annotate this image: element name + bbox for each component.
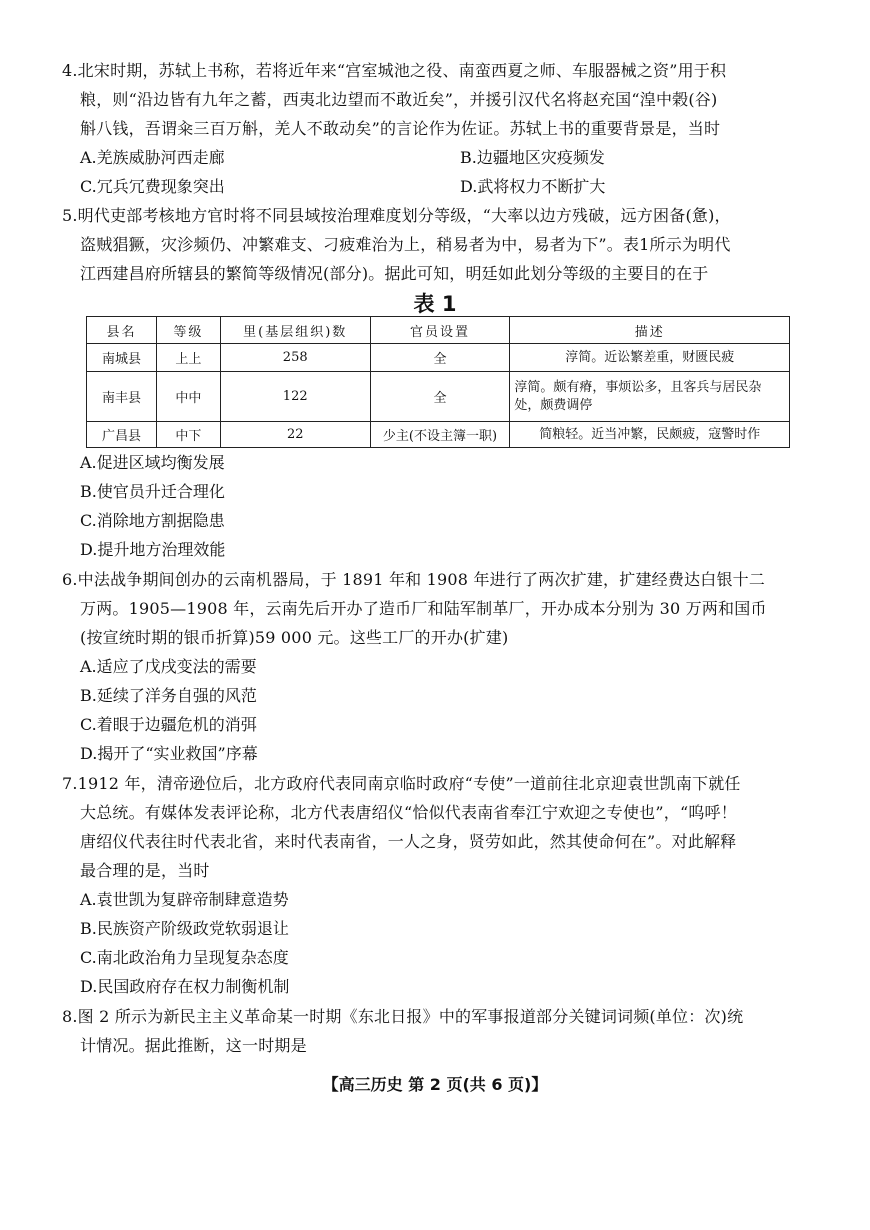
- q4-line-2: 粮，则“沿边皆有九年之蓄，西夷北边望而不敢近矣”，并援引汉代名将赵充国“湟中榖(谷): [80, 90, 718, 109]
- table-row: [87, 422, 790, 448]
- q7-option-d[interactable]: D.民国政府存在权力制衡机制: [80, 977, 290, 996]
- table-row: [87, 372, 790, 422]
- q7-line-3: 唐绍仪代表往时代表北省，来时代表南省，一人之身，贤劳如此，然其使命何在”。对此解释: [80, 832, 737, 851]
- q5-option-b[interactable]: B.使官员升迁合理化: [80, 482, 225, 501]
- cell-li-count: 258: [220, 344, 370, 372]
- q8-line-1: 8.图 2 所示为新民主主义革命某一时期《东北日报》中的军事报道部分关键词词频(单位：次)统: [62, 1007, 744, 1026]
- table-header-row: [87, 317, 790, 344]
- q4-option-d[interactable]: D.武将权力不断扩大: [460, 177, 606, 196]
- q7-option-c[interactable]: C.南北政治角力呈现复杂态度: [80, 948, 289, 967]
- q4-line-1: 4.北宋时期，苏轼上书称，若将近年来“宫室城池之役、南蛮西夏之师、车服器械之资”用于积: [62, 61, 727, 80]
- q5-line-1: 5.明代吏部考核地方官时将不同县域按治理难度划分等级，“大率以边方残破，远方困备(惫)，: [62, 206, 731, 225]
- question-4: [62, 56, 822, 201]
- cell-description: 淳简。近讼繁差重，财匮民疲: [510, 344, 790, 372]
- q8-line-2: 计情况。据此推断，这一时期是: [80, 1036, 307, 1055]
- cell-description: 简粮轻。近当冲繁，民颇疲，寇警时作: [510, 422, 790, 448]
- header-county: 县名: [87, 317, 157, 344]
- table-title: 表 1: [413, 292, 457, 316]
- cell-county: 广昌县: [87, 422, 157, 448]
- q4-line-3: 斛八钱，吾谓籴三百万斛，羌人不敢动矣”的言论作为佐证。苏轼上书的重要背景是，当时: [80, 119, 721, 138]
- cell-description: 淳简。颇有瘠，事烦讼多，且客兵与居民杂处，颇费调停: [510, 372, 790, 422]
- header-officials: 官员设置: [370, 317, 510, 344]
- header-grade: 等级: [156, 317, 220, 344]
- q4-options-row-1: [62, 143, 822, 172]
- q5-line-3: 江西建昌府所辖县的繁简等级情况(部分)。据此可知，明廷如此划分等级的主要目的在于: [80, 264, 709, 283]
- q7-option-b[interactable]: B.民族资产阶级政党软弱退让: [80, 919, 289, 938]
- q7-line-1: 7.1912 年，清帝逊位后，北方政府代表同南京临时政府“专使”一道前往北京迎袁世凯南下就任: [62, 774, 741, 793]
- q7-option-a[interactable]: A.袁世凯为复辟帝制肆意造势: [80, 890, 289, 909]
- cell-officials: 全: [370, 372, 510, 422]
- cell-officials: 全: [370, 344, 510, 372]
- q5-line-2: 盗贼猖獗，灾沴频仍、冲繁难支、刁疲难治为上，稍易者为中，易者为下”。表1所示为明代: [80, 235, 731, 254]
- question-8: [62, 1002, 822, 1060]
- cell-li-count: 122: [220, 372, 370, 422]
- q4-option-b[interactable]: B.边疆地区灾疫频发: [460, 148, 605, 167]
- question-5: [62, 201, 822, 288]
- q6-option-c[interactable]: C.着眼于边疆危机的消弭: [80, 715, 257, 734]
- q6-line-2: 万两。1905—1908 年，云南先后开办了造币厂和陆军制革厂，开办成本分别为 30 万两和国币: [80, 599, 767, 618]
- q7-line-2: 大总统。有媒体发表评论称，北方代表唐绍仪“恰似代表南省奉江宁欢迎之专使也”，“呜呼！: [80, 803, 737, 822]
- cell-officials: 少主(不设主簿一职): [370, 422, 510, 448]
- question-6: [62, 565, 822, 768]
- cell-county: 南城县: [87, 344, 157, 372]
- table-row: [87, 344, 790, 372]
- q4-option-c[interactable]: C.冗兵冗费现象突出: [80, 177, 225, 196]
- cell-li-count: 22: [220, 422, 370, 448]
- question-7: [62, 769, 822, 1001]
- q5-options: [62, 448, 822, 564]
- cell-grade: 中中: [156, 372, 220, 422]
- header-description: 描述: [510, 317, 790, 344]
- q6-option-b[interactable]: B.延续了洋务自强的风范: [80, 686, 257, 705]
- q5-option-a[interactable]: A.促进区域均衡发展: [80, 453, 225, 472]
- header-li-count: 里(基层组织)数: [220, 317, 370, 344]
- q4-option-a[interactable]: A.羌族威胁河西走廊: [80, 148, 225, 167]
- q5-option-c[interactable]: C.消除地方割据隐患: [80, 511, 225, 530]
- q6-option-a[interactable]: A.适应了戊戌变法的需要: [80, 657, 257, 676]
- q4-options-row-2: [62, 172, 822, 201]
- county-table: [86, 316, 790, 448]
- q5-option-d[interactable]: D.提升地方治理效能: [80, 540, 226, 559]
- q6-line-1: 6.中法战争期间创办的云南机器局，于 1891 年和 1908 年进行了两次扩建，扩建经费达白银十二: [62, 570, 766, 589]
- cell-grade: 中下: [156, 422, 220, 448]
- cell-county: 南丰县: [87, 372, 157, 422]
- q6-line-3: (按宣统时期的银币折算)59 000 元。这些工厂的开办(扩建): [80, 628, 509, 647]
- q7-line-4: 最合理的是，当时: [80, 861, 210, 880]
- cell-grade: 上上: [156, 344, 220, 372]
- q6-option-d[interactable]: D.揭开了“实业救国”序幕: [80, 744, 258, 763]
- page-footer: 【高三历史 第 2 页(共 6 页)】: [322, 1075, 548, 1094]
